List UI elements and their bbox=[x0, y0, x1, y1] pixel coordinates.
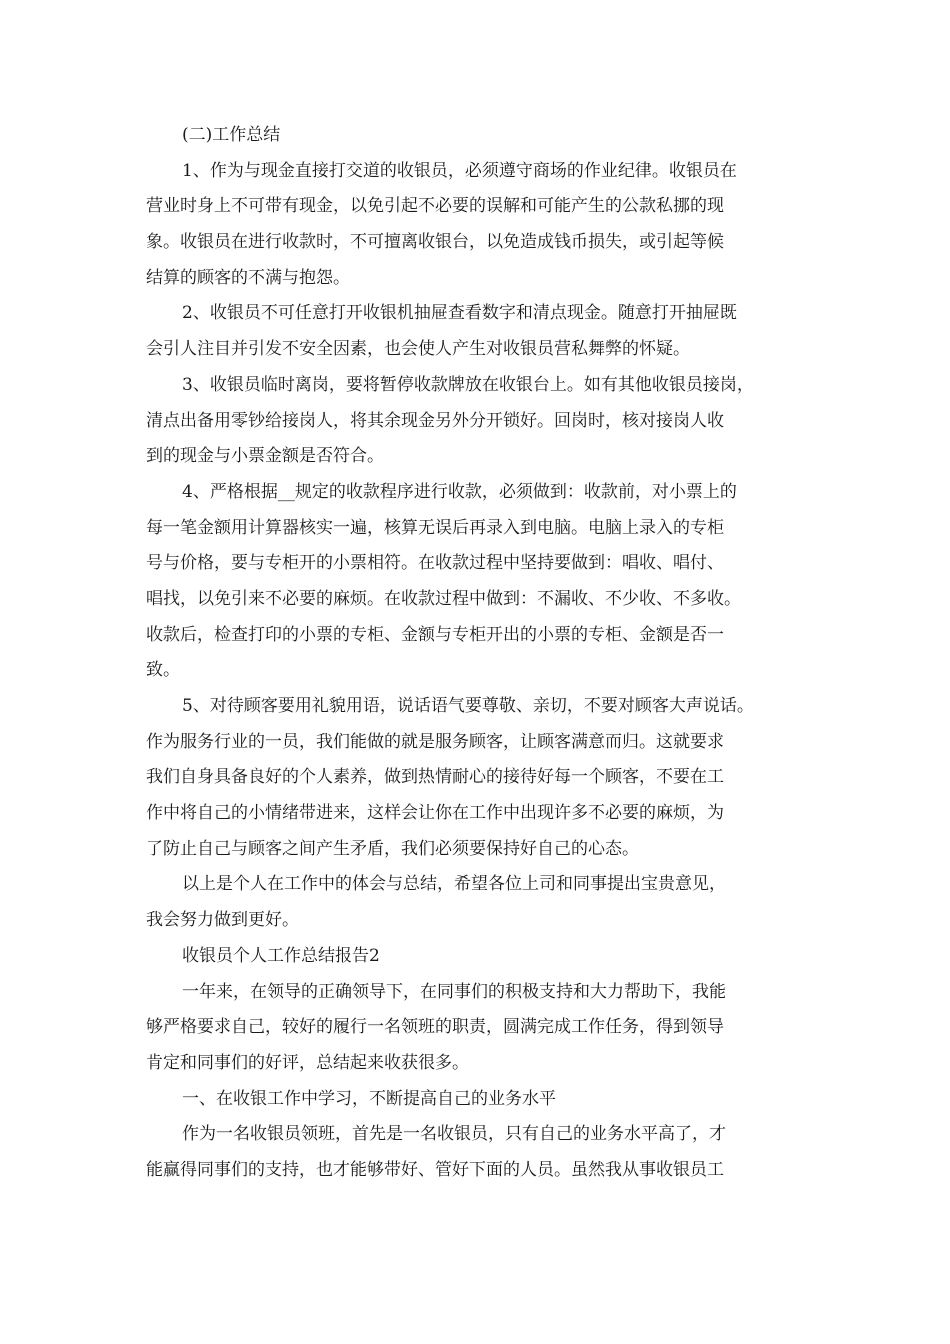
document-line: 我们自身具备良好的个人素养，做到热情耐心的接待好每一个顾客，不要在工 bbox=[146, 767, 724, 788]
document-line: 号与价格，要与专柜开的小票相符。在收款过程中坚持要做到：唱收、唱付、 bbox=[146, 553, 724, 574]
document-line: 结算的顾客的不满与抱怨。 bbox=[146, 267, 350, 288]
document-line: 能赢得同事们的支持，也才能够带好、管好下面的人员。虽然我从事收银员工 bbox=[146, 1159, 724, 1180]
document-line: 够严格要求自己，较好的履行一名领班的职责，圆满完成工作任务，得到领导 bbox=[146, 1017, 724, 1038]
document-line: 5、对待顾客要用礼貌用语，说话语气要尊敬、亲切，不要对顾客大声说话。 bbox=[182, 696, 754, 716]
document-line: 作为一名收银员领班，首先是一名收银员，只有自己的业务水平高了，才 bbox=[182, 1124, 726, 1145]
document-line: 肯定和同事们的好评，总结起来收获很多。 bbox=[146, 1052, 469, 1073]
document-line: 每一笔金额用计算器核实一遍，核算无误后再录入到电脑。电脑上录入的专柜 bbox=[146, 517, 724, 538]
document-line: (二)工作总结 bbox=[182, 125, 281, 145]
document-line: 营业时身上不可带有现金，以免引起不必要的误解和可能产生的公款私挪的现 bbox=[146, 196, 724, 217]
document-line: 致。 bbox=[146, 660, 180, 681]
document-line: 3、收银员临时离岗，要将暂停收款牌放在收银台上。如有其他收银员接岗， bbox=[182, 374, 754, 395]
document-line: 作为服务行业的一员，我们能做的就是服务顾客，让顾客满意而归。这就要求 bbox=[146, 731, 724, 752]
document-line: 以上是个人在工作中的体会与总结，希望各位上司和同事提出宝贵意见， bbox=[182, 874, 726, 895]
document-line: 唱找，以免引来不必要的麻烦。在收款过程中做到：不漏收、不少收、不多收。 bbox=[146, 588, 741, 609]
document-line: 2、收银员不可任意打开收银机抽屉查看数字和清点现金。随意打开抽屉既 bbox=[182, 303, 737, 324]
document-line: 4、严格根据__规定的收款程序进行收款，必须做到：收款前，对小票上的 bbox=[182, 481, 737, 502]
document-line: 到的现金与小票金额是否符合。 bbox=[146, 446, 384, 467]
document-line: 收银员个人工作总结报告2 bbox=[182, 945, 380, 966]
document-line: 象。收银员在进行收款时，不可擅离收银台，以免造成钱币损失，或引起等候 bbox=[146, 232, 724, 253]
document-line: 一、在收银工作中学习，不断提高自己的业务水平 bbox=[182, 1088, 556, 1109]
document-line: 1、作为与现金直接打交道的收银员，必须遵守商场的作业纪律。收银员在 bbox=[182, 160, 737, 181]
document-line: 我会努力做到更好。 bbox=[146, 910, 299, 931]
document-line: 会引人注目并引发不安全因素，也会使人产生对收银员营私舞弊的怀疑。 bbox=[146, 339, 690, 360]
document-line: 一年来，在领导的正确领导下，在同事们的积极支持和大力帮助下，我能 bbox=[182, 981, 726, 1002]
document-body bbox=[146, 118, 822, 1189]
document-line: 了防止自己与顾客之间产生矛盾，我们必须要保持好自己的心态。 bbox=[146, 838, 639, 859]
document-line: 作中将自己的小情绪带进来，这样会让你在工作中出现许多不必要的麻烦，为 bbox=[146, 803, 724, 824]
document-line: 收款后，检查打印的小票的专柜、金额与专柜开出的小票的专柜、金额是否一 bbox=[146, 624, 724, 645]
document-line: 清点出备用零钞给接岗人，将其余现金另外分开锁好。回岗时，核对接岗人收 bbox=[146, 410, 724, 431]
